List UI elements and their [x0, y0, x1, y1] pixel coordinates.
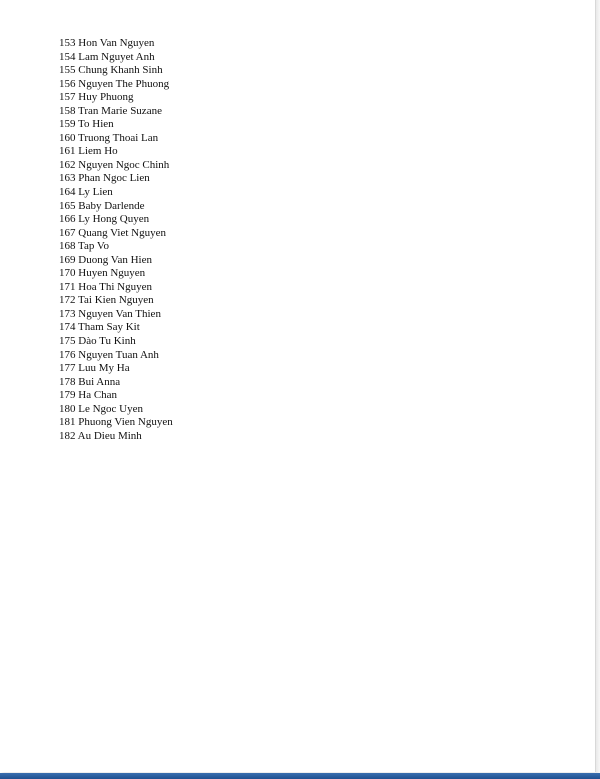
- list-item: 176 Nguyen Tuan Anh: [59, 348, 159, 361]
- list-item: 164 Ly Lien: [59, 186, 113, 199]
- list-item: 174 Tham Say Kit: [59, 321, 140, 334]
- list-item: 163 Phan Ngoc Lien: [59, 172, 150, 185]
- viewer-right-edge: [596, 0, 600, 773]
- list-item: 160 Truong Thoai Lan: [59, 131, 159, 144]
- list-item: 171 Hoa Thi Nguyen: [59, 280, 152, 293]
- viewer-bottom-bar: [0, 773, 600, 779]
- list-item: 172 Tai Kien Nguyen: [59, 294, 154, 307]
- list-item: 158 Tran Marie Suzane: [59, 104, 162, 117]
- list-item: 166 Ly Hong Quyen: [59, 213, 150, 226]
- list-item: 175 Dào Tu Kinh: [59, 335, 136, 348]
- list-item: 161 Liem Ho: [59, 145, 118, 158]
- list-item: 177 Luu My Ha: [59, 362, 130, 375]
- list-item: 156 Nguyen The Phuong: [59, 77, 170, 90]
- list-item: 169 Duong Van Hien: [59, 253, 152, 266]
- list-item: 173 Nguyen Van Thien: [59, 307, 161, 320]
- name-list: [59, 37, 173, 443]
- list-item: 180 Le Ngoc Uyen: [59, 402, 144, 415]
- list-item: 162 Nguyen Ngoc Chinh: [59, 158, 170, 171]
- list-item: 159 To Hien: [59, 118, 114, 131]
- list-item: 181 Phuong Vien Nguyen: [59, 416, 173, 429]
- list-item: 154 Lam Nguyet Anh: [59, 50, 155, 63]
- list-item: 165 Baby Darlende: [59, 199, 145, 212]
- list-item: 157 Huy Phuong: [59, 91, 134, 104]
- list-item: 167 Quang Viet Nguyen: [59, 226, 166, 239]
- list-item: 179 Ha Chan: [59, 389, 118, 402]
- list-item: 178 Bui Anna: [59, 375, 121, 388]
- list-item: 182 Au Dieu Minh: [59, 429, 142, 442]
- list-item: 153 Hon Van Nguyen: [59, 37, 155, 49]
- list-item: 170 Huyen Nguyen: [59, 267, 146, 280]
- list-item: 155 Chung Khanh Sinh: [59, 64, 163, 77]
- list-item: 168 Tap Vo: [59, 240, 109, 253]
